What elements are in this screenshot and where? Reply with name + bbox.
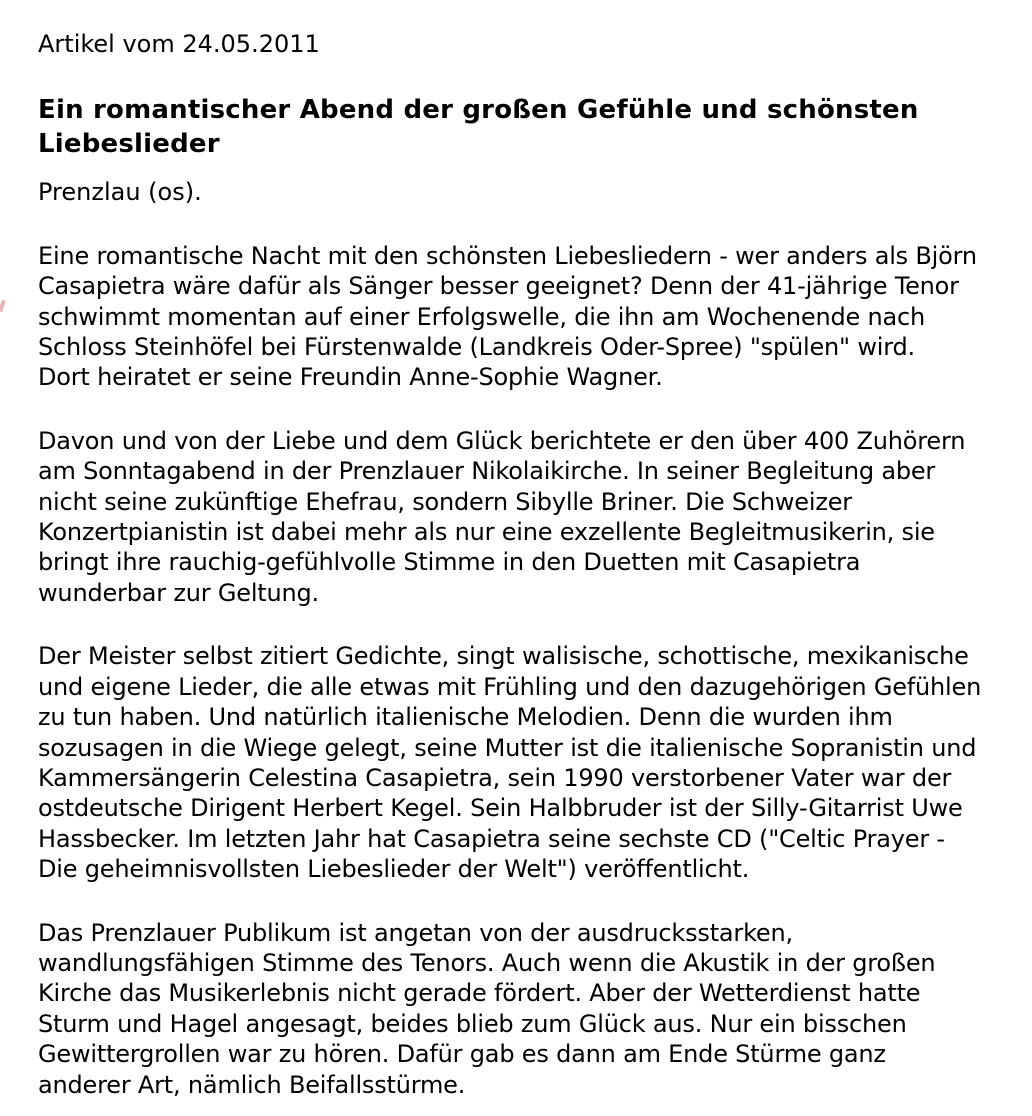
text-line: Sturm und Hagel angesagt, beides blieb zum Glück aus. Nur ein bisschen [38, 1009, 907, 1038]
article-title-line-1: Ein romantischer Abend der großen Gefühle und schönsten [38, 95, 919, 126]
article-paragraph [38, 241, 1012, 393]
text-line: zu tun haben. Und natürlich italienische Melodien. Denn die wurden ihm [38, 703, 893, 732]
text-line: nicht seine zukünftige Ehefrau, sondern Sibylle Briner. Die Schweizer [38, 487, 852, 516]
text-line: Eine romantische Nacht mit den schönsten Liebesliedern - wer anders als Björn [38, 241, 977, 270]
text-line: Kammersängerin Celestina Casapietra, sein 1990 verstorbener Vater war der [38, 763, 952, 792]
article-title [38, 93, 1012, 161]
text-line: Casapietra wäre dafür als Sänger besser geeignet? Denn der 41-jährige Tenor [38, 272, 959, 301]
text-line: anderer Art, nämlich Beifallsstürme. [38, 1070, 466, 1099]
text-line: schwimmt momentan auf einer Erfolgswelle, die ihn am Wochenende nach [38, 302, 926, 331]
article-title-line-2: Liebeslieder [38, 129, 220, 160]
article-paragraph [38, 641, 1012, 884]
text-line: wandlungsfähigen Stimme des Tenors. Auch wenn die Akustik in der großen [38, 948, 936, 977]
text-line: Konzertpianistin ist dabei mehr als nur eine exzellente Begleitmusikerin, sie [38, 518, 935, 547]
text-line: und eigene Lieder, die alle etwas mit Frühling und den dazugehörigen Gefühlen [38, 672, 982, 701]
article-byline: Prenzlau (os). [38, 178, 202, 207]
article-paragraph [38, 918, 1012, 1100]
text-line: am Sonntagabend in der Prenzlauer Nikolaikirche. In seiner Begleitung aber [38, 457, 936, 486]
text-line: Das Prenzlauer Publikum ist angetan von der ausdrucksstarken, [38, 918, 793, 947]
text-line: Hassbecker. Im letzten Jahr hat Casapietra seine sechste CD ("Celtic Prayer - [38, 824, 945, 853]
article-paragraph [38, 426, 1012, 608]
text-line: Gewittergrollen war zu hören. Dafür gab es dann am Ende Stürme ganz [38, 1040, 886, 1069]
text-line: wunderbar zur Geltung. [38, 578, 319, 607]
text-line: bringt ihre rauchig-gefühlvolle Stimme in den Duetten mit Casapietra [38, 548, 861, 577]
article-date: Artikel vom 24.05.2011 [38, 30, 320, 58]
text-line: Kirche das Musikerlebnis nicht gerade fördert. Aber der Wetterdienst hatte [38, 979, 921, 1008]
text-line: Schloss Steinhöfel bei Fürstenwalde (Landkreis Oder-Spree) "spülen" wird. [38, 333, 915, 362]
text-line: sozusagen in die Wiege gelegt, seine Mutter ist die italienische Sopranistin und [38, 733, 977, 762]
text-line: Der Meister selbst zitiert Gedichte, singt walisische, schottische, mexikanische [38, 642, 969, 671]
text-line: ostdeutsche Dirigent Herbert Kegel. Sein Halbbruder ist der Silly-Gitarrist Uwe [38, 794, 963, 823]
article-body [38, 241, 1012, 1100]
text-line: Dort heiratet er seine Freundin Anne-Sophie Wagner. [38, 363, 663, 392]
text-line: Davon und von der Liebe und dem Glück berichtete er den über 400 Zuhörern [38, 426, 966, 455]
text-line: Die geheimnisvollsten Liebeslieder der Welt") veröffentlicht. [38, 855, 750, 884]
